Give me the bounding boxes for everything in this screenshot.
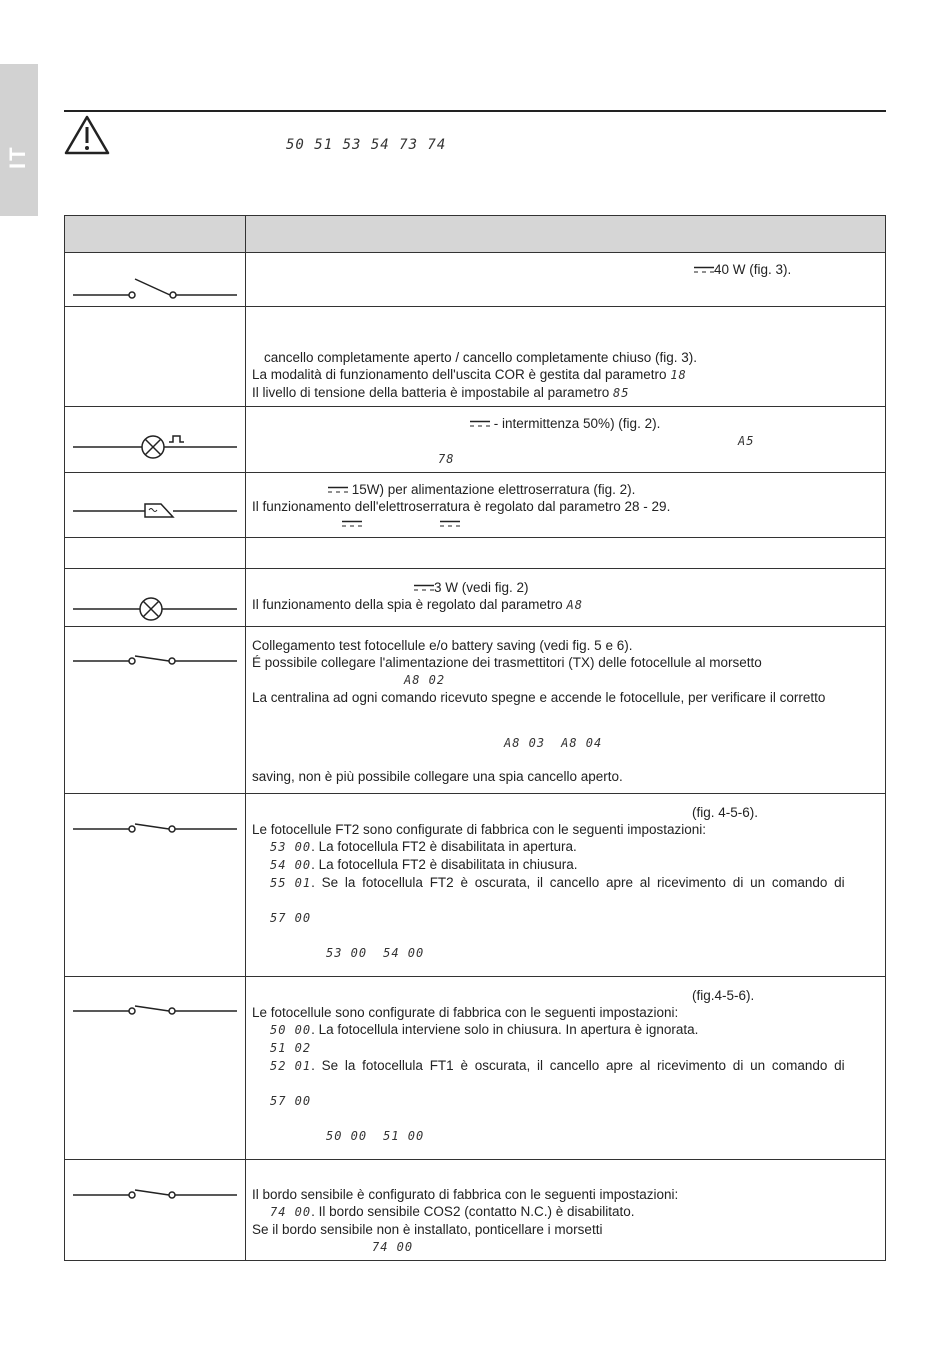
dc-symbol-icon <box>328 486 348 494</box>
table-header <box>65 216 886 253</box>
row-line: . Se la fotocellula FT1 è oscurata, il cancello apre al ricevimento di un comando di <box>311 1058 845 1073</box>
language-tab <box>0 64 38 216</box>
contact-symbol-cell <box>65 794 246 977</box>
contact-symbol-cell <box>65 1160 246 1261</box>
empty-symbol-cell <box>65 538 246 569</box>
row-line: . La fotocellula interviene solo in chiusura. In apertura è ignorata. <box>311 1022 699 1037</box>
row-line: 40 W (fig. 3). <box>714 262 792 277</box>
empty-symbol-cell <box>65 307 246 407</box>
row-line: Le fotocellule FT2 sono configurate di fabbrica con le seguenti impostazioni: <box>252 822 707 837</box>
row-description <box>246 977 886 1160</box>
table-row <box>65 253 886 307</box>
row-line: Il funzionamento dell'elettroserratura è regolato dal parametro 28 - 29. <box>252 499 671 514</box>
dc-symbol-icon <box>470 420 490 428</box>
parameter-code: 54 00 <box>383 946 425 960</box>
table-row <box>65 407 886 473</box>
table-row <box>65 977 886 1160</box>
contact-symbol-cell <box>65 627 246 794</box>
parameter-code: A8 <box>566 598 583 612</box>
warning-parameter-codes: 50 51 53 54 73 74 <box>286 137 447 153</box>
flashing-lamp-symbol-cell <box>65 407 246 473</box>
row-line: (fig.4-5-6). <box>692 988 755 1003</box>
row-line: Le fotocellule sono configurate di fabbrica con le seguenti impostazioni: <box>252 1005 679 1020</box>
row-line: É possibile collegare l'alimentazione dei trasmettitori (TX) delle fotocellule al morsetto <box>252 655 762 670</box>
table-row <box>65 569 886 627</box>
row-line: . La fotocellula FT2 è disabilitata in apertura. <box>311 839 577 854</box>
row-line: (fig. 4-5-6). <box>692 805 759 820</box>
photocell-ft2-contact-icon <box>65 794 245 854</box>
dc-symbol-icon <box>440 520 460 528</box>
table-row <box>65 307 886 407</box>
switch-symbol-cell <box>65 253 246 307</box>
row-line: Il bordo sensibile è configurato di fabbrica con le seguenti impostazioni: <box>252 1187 679 1202</box>
row-line: saving, non è più possibile collegare una spia cancello aperto. <box>252 769 623 784</box>
row-line: Collegamento test fotocellule e/o battery saving (vedi fig. 5 e 6). <box>252 638 633 653</box>
row-description <box>246 794 886 977</box>
row-line: - intermittenza 50%) (fig. 2). <box>493 416 661 431</box>
open-switch-icon <box>65 253 245 306</box>
parameter-code: 57 00 <box>270 911 312 925</box>
parameter-code: 53 00 <box>326 946 368 960</box>
table-row <box>65 627 886 794</box>
parameter-code: 50 00 <box>326 1129 368 1143</box>
parameter-code: 74 00 <box>372 1240 414 1254</box>
parameter-code: A8 02 <box>404 673 446 687</box>
parameter-code: 74 00 <box>270 1205 312 1219</box>
parameter-code: 51 02 <box>270 1041 312 1055</box>
parameter-code: 55 01 <box>270 876 312 890</box>
row-description <box>246 538 886 569</box>
language-tab-label: IT <box>5 145 30 169</box>
row-line: Il funzionamento della spia è regolato dal parametro <box>252 597 563 612</box>
row-description <box>246 569 886 627</box>
row-line: . Il bordo sensibile COS2 (contatto N.C.) è disabilitato. <box>311 1204 635 1219</box>
dc-symbol-icon <box>694 266 714 274</box>
contact-switch-icon <box>65 627 245 687</box>
row-line: 15W) per alimentazione elettroserratura (fig. 2). <box>351 482 636 497</box>
parameter-code: 50 00 <box>270 1023 312 1037</box>
parameter-code: 18 <box>670 368 687 382</box>
parameter-code: A8 04 <box>561 736 603 750</box>
electric-lock-symbol-cell <box>65 473 246 538</box>
row-line: 3 W (vedi fig. 2) <box>434 580 529 595</box>
indicator-lamp-icon <box>65 569 245 626</box>
row-description <box>246 407 886 473</box>
row-line: cancello completamente aperto / cancello completamente chiuso (fig. 3). <box>264 350 697 365</box>
photocell-ft1-contact-icon <box>65 977 245 1037</box>
header-cell-symbol <box>65 216 246 253</box>
parameter-code: A8 03 <box>504 736 546 750</box>
parameter-code: 52 01 <box>270 1059 312 1073</box>
row-line: Il livello di tensione della batteria è impostabile al parametro <box>252 385 610 400</box>
indicator-lamp-symbol-cell <box>65 569 246 627</box>
row-description <box>246 253 886 307</box>
dc-symbol-icon <box>342 520 362 528</box>
terminal-table <box>64 215 886 1261</box>
parameter-code: 85 <box>612 386 630 400</box>
parameter-code: 78 <box>438 452 455 466</box>
top-rule <box>64 110 886 112</box>
row-description <box>246 627 886 794</box>
row-line: La modalità di funzionamento dell'uscita COR è gestita dal parametro <box>252 367 667 382</box>
row-line: . Se la fotocellula FT2 è oscurata, il cancello apre al ricevimento di un comando di <box>311 875 845 890</box>
table-row <box>65 794 886 977</box>
parameter-code: 51 00 <box>383 1129 425 1143</box>
table-row <box>65 538 886 569</box>
contact-symbol-cell <box>65 977 246 1160</box>
parameter-code: 53 00 <box>270 840 312 854</box>
dc-symbol-icon <box>414 584 434 592</box>
warning-icon <box>64 115 110 155</box>
row-line: La centralina ad ogni comando ricevuto spegne e accende le fotocellule, per verificare il corretto <box>252 690 826 705</box>
electric-lock-icon <box>65 473 245 537</box>
flashing-lamp-icon <box>65 407 245 472</box>
row-line: . La fotocellula FT2 è disabilitata in chiusura. <box>311 857 578 872</box>
parameter-code: A5 <box>738 434 755 448</box>
safety-edge-contact-icon <box>65 1160 245 1220</box>
row-description <box>246 307 886 407</box>
header-cell-description <box>246 216 886 253</box>
row-line: Se il bordo sensibile non è installato, ponticellare i morsetti <box>252 1222 603 1237</box>
row-description <box>246 473 886 538</box>
row-description <box>246 1160 886 1261</box>
parameter-code: 54 00 <box>270 858 312 872</box>
table-row <box>65 473 886 538</box>
table-row <box>65 1160 886 1261</box>
parameter-code: 57 00 <box>270 1094 312 1108</box>
